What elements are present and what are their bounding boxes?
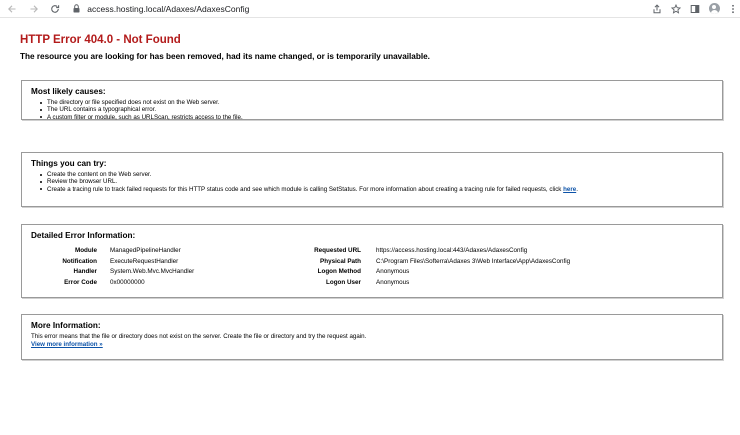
- sidebar-icon[interactable]: [688, 2, 702, 16]
- detail-value: Anonymous: [376, 268, 410, 275]
- details-heading: Detailed Error Information:: [31, 231, 136, 240]
- try-list: [47, 171, 713, 193]
- more-info-box: [21, 314, 723, 360]
- detail-label: Notification: [62, 257, 97, 265]
- causes-box: [21, 80, 723, 120]
- causes-heading: Most likely causes:: [31, 87, 106, 96]
- table-row: [22, 258, 722, 268]
- details-box: [21, 224, 723, 298]
- detail-value: 0x00000000: [110, 278, 145, 286]
- detail-value: System.Web.Mvc.MvcHandler: [110, 268, 195, 275]
- causes-list: [47, 99, 713, 121]
- here-link[interactable]: here: [563, 185, 577, 193]
- list-item: The directory or file specified does not exist on the Web server.: [47, 99, 713, 106]
- detail-label: Error Code: [64, 278, 97, 286]
- list-item: Review the browser URL.: [47, 178, 713, 185]
- browser-toolbar: [0, 0, 740, 18]
- error-summary: The resource you are looking for has been removed, had its name changed, or is temporarily unavailable.: [20, 52, 430, 61]
- detail-label: Logon Method: [317, 268, 361, 275]
- tracing-end: .: [576, 185, 578, 193]
- list-item: A custom filter or module, such as URLScan, restricts access to the file.: [47, 114, 713, 121]
- detail-value: ExecuteRequestHandler: [110, 257, 179, 265]
- list-item: The URL contains a typographical error.: [47, 106, 713, 113]
- table-row: [22, 247, 722, 257]
- detail-value: ManagedPipelineHandler: [110, 247, 181, 254]
- star-icon[interactable]: [669, 2, 683, 16]
- reload-icon[interactable]: [49, 2, 63, 16]
- detail-label: Handler: [73, 268, 97, 275]
- profile-icon[interactable]: [707, 2, 721, 16]
- lock-icon[interactable]: [72, 4, 81, 14]
- avatar: [709, 3, 720, 14]
- page-title: HTTP Error 404.0 - Not Found: [20, 34, 181, 46]
- forward-arrow-icon[interactable]: [27, 2, 41, 16]
- share-icon[interactable]: [650, 2, 664, 16]
- table-row: [22, 279, 722, 289]
- more-info-text: This error means that the file or directory does not exist on the server. Create the file or directory and try the request again.: [31, 333, 367, 340]
- detail-label: Requested URL: [314, 247, 361, 254]
- detail-label: Physical Path: [320, 257, 361, 265]
- url-text[interactable]: access.hosting.local/Adaxes/AdaxesConfig: [87, 3, 250, 14]
- detail-value: Anonymous: [376, 278, 410, 286]
- view-more-link[interactable]: View more information »: [31, 340, 103, 348]
- detail-value: C:\Program Files\Softerra\Adaxes 3\Web Interface\App\AdaxesConfig: [376, 257, 571, 265]
- detail-value: https://access.hosting.local:443/Adaxes/AdaxesConfig: [376, 247, 528, 254]
- detail-label: Logon User: [326, 278, 361, 286]
- detail-label: Module: [74, 247, 97, 254]
- try-box: [21, 152, 723, 207]
- more-heading: More Information:: [31, 321, 101, 330]
- back-arrow-icon[interactable]: [5, 2, 19, 16]
- try-heading: Things you can try:: [31, 159, 107, 168]
- tracing-text: Create a tracing rule to track failed requests for this HTTP status code and see which module is calling SetStatus. For more information about creating a tracing rule for failed requests, click: [47, 185, 562, 193]
- address-bar[interactable]: [72, 2, 637, 16]
- menu-icon[interactable]: [726, 2, 740, 16]
- list-item: Create the content on the Web server.: [47, 171, 713, 178]
- table-row: [22, 268, 722, 278]
- list-item-tracing: [47, 186, 713, 193]
